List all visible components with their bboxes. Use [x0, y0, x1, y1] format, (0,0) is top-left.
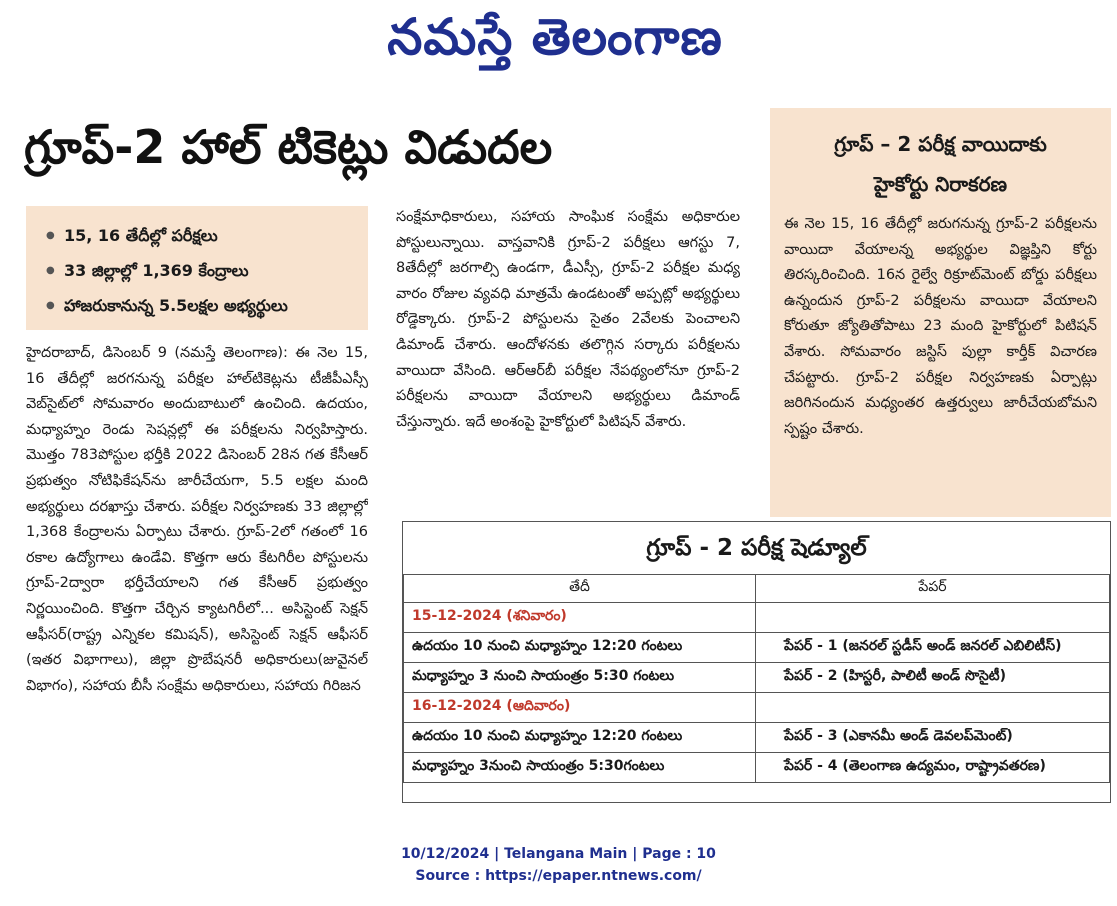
sidebar-story: [770, 108, 1111, 517]
sidebar-title-line1: గ్రూప్ – 2 పరీక్ష వాయిదాకు: [834, 132, 1047, 156]
table-row: [404, 693, 1110, 723]
article-body-middle-column: సంక్షేమాధికారులు, సహాయ సాంఘిక సంక్షేమ అధికారుల పోస్టులున్నాయి. వాస్తవానికి గ్రూప్-2 పరీక్షలు ఆగస్టు 7, 8తేదీల్లో జరగాల్సి ఉండగా, డీఎస్సీ, గ్రూప్-2 పరీక్షల మధ్య వారం రోజుల వ్యవధి మాత్రమే ఉండటంతో అప్పట్లో అభ్యర్థులు రోడ్డెక్కారు. గ్రూప్-2 పోస్టులను సైతం 2వేలకు పెంచాలని డిమాండ్ చేశారు. ఆందోళనకు తలొగ్గిన సర్కారు పరీక్షలను వాయిదా వేసింది. ఆర్‌ఆర్‌బీ పరీక్షల నేపథ్యంలోనూ గ్రూప్-2 పరీక్షలను వాయిదా వేయాలని అభ్యర్థులు డిమాండ్ చేస్తున్నారు. ఇదే అంశంపై హైకోర్టులో పిటిషన్ వేశారు.: [396, 209, 740, 430]
session-time: మధ్యాహ్నం 3 నుంచి సాయంత్రం 5:30 గంటలు: [404, 663, 756, 693]
paper-name: పేపర్ - 4 (తెలంగాణ ఉద్యమం, రాష్ట్రావతరణ): [756, 753, 1110, 783]
table-cell-empty: [756, 603, 1110, 633]
exam-date: 16-12-2024 (ఆదివారం): [404, 693, 756, 723]
source-link[interactable]: Source : https://epaper.ntnews.com/: [415, 868, 702, 884]
table-cell-empty: [756, 693, 1110, 723]
sidebar-body: ఈ నెల 15, 16 తేదీల్లో జరుగనున్న గ్రూప్-2 పరీక్షలను వాయిదా వేయాలన్న అభ్యర్థుల విజ్ఞప్తిని కోర్టు తిరస్కరించింది. 16న రైల్వే రిక్రూట్‌మెంట్ బోర్డు పరీక్షలు ఉన్నందున గ్రూప్-2 పరీక్షలను వాయిదా వేయాలని కోరుతూ జ్యోతితోపాటు 23 మంది హైకోర్టులో పిటిషన్ వేశారు. సోమవారం జస్టిస్ పుల్లా కార్తీక్ విచారణ చేపట్టారు. గ్రూప్-2 పరీక్షల నిర్వహణకు ఏర్పాట్లు జరిగినందున మధ్యంతర ఉత్తర్వులు జారీచేయబోమని స్పష్టం చేశారు.: [784, 216, 1097, 437]
schedule-grid: [403, 574, 1110, 783]
highlight-item: ● హాజరుకానున్న 5.5లక్షల అభ్యర్థులు: [46, 288, 354, 323]
sidebar-title-line2: హైకోర్టు నిరాకరణ: [874, 172, 1007, 196]
article-headline: గ్రూప్-2 హాల్ టికెట్లు విడుదల: [24, 120, 553, 174]
highlights-box: [26, 206, 368, 330]
article-body-left-column: హైదరాబాద్, డిసెంబర్ 9 (నమస్తే తెలంగాణ): ఈ నెల 15, 16 తేదీల్లో జరగనున్న పరీక్షల హాల్‌టికెట్లను టీజీపీఎస్సీ వెబ్‌సైట్‌లో సోమవారం అందుబాటులో ఉంచింది. ఉదయం, మధ్యాహ్నం రెండు సెషన్లల్లో ఈ పరీక్షలను నిర్వహిస్తారు. మొత్తం 783పోస్టుల భర్తీకి 2022 డిసెంబర్ 28న గత కేసీఆర్ ప్రభుత్వం నోటిఫికేషన్‌ను జారీచేయగా, 5.5 లక్షల మంది అభ్యర్థులు దరఖాస్తు చేశారు. పరీక్షల నిర్వహణకు 33 జిల్లాల్లో 1,368 కేంద్రాలను ఏర్పాటు చేశారు. గ్రూప్-2లో గతంలో 16 రకాల ఉద్యోగాలు ఉండేవి. కొత్తగా ఆరు కేటగిరీల పోస్టులను గ్రూప్-2ద్వారా భర్తీచేయాలని గత కేసీఆర్ ప్రభుత్వం నిర్ణయించింది. కొత్తగా చేర్చిన క్యాటగిరీలో... అసిస్టెంట్ సెక్షన్ ఆఫీసర్(రాష్ట్ర ఎన్నికల కమిషన్), అసిస్టెంట్ సెక్షన్ ఆఫీసర్ (ఇతర విభాగాలు), జిల్లా ప్రొబేషనరీ అధికారులు(జువైనల్ విభాగం), సహాయ బీసీ సంక్షేమ అధికారులు, సహాయ గిరిజన: [26, 345, 368, 694]
paper-name: పేపర్ - 3 (ఎకానమీ అండ్ డెవలప్‌మెంట్): [756, 723, 1110, 753]
table-row: [404, 753, 1110, 783]
table-header-row: [404, 575, 1110, 603]
exam-date: 15-12-2024 (శనివారం): [404, 603, 756, 633]
edition-info: 10/12/2024 | Telangana Main | Page : 10: [401, 846, 716, 862]
page-footer: [0, 843, 1117, 887]
table-row: [404, 633, 1110, 663]
table-row: [404, 723, 1110, 753]
highlight-item: ● 15, 16 తేదీల్లో పరీక్షలు: [46, 218, 354, 253]
exam-schedule-table: [402, 521, 1111, 803]
table-row: [404, 663, 1110, 693]
paper-name: పేపర్ - 1 (జనరల్ స్టడీస్ అండ్ జనరల్ ఎబిలిటీస్): [756, 633, 1110, 663]
highlight-item: ● 33 జిల్లాల్లో 1,369 కేంద్రాలు: [46, 253, 354, 288]
newspaper-masthead: నమస్తే తెలంగాణ: [387, 7, 723, 66]
column-header-paper: పేపర్: [756, 575, 1110, 603]
schedule-title: గ్రూప్ - 2 పరీక్ష షెడ్యూల్: [646, 535, 867, 561]
session-time: మధ్యాహ్నం 3నుంచి సాయంత్రం 5:30గంటలు: [404, 753, 756, 783]
column-header-date: తేదీ: [404, 575, 756, 603]
paper-name: పేపర్ - 2 (హిస్టరీ, పాలిటీ అండ్ సొసైటీ): [756, 663, 1110, 693]
session-time: ఉదయం 10 నుంచి మధ్యాహ్నం 12:20 గంటలు: [404, 633, 756, 663]
session-time: ఉదయం 10 నుంచి మధ్యాహ్నం 12:20 గంటలు: [404, 723, 756, 753]
table-row: [404, 603, 1110, 633]
